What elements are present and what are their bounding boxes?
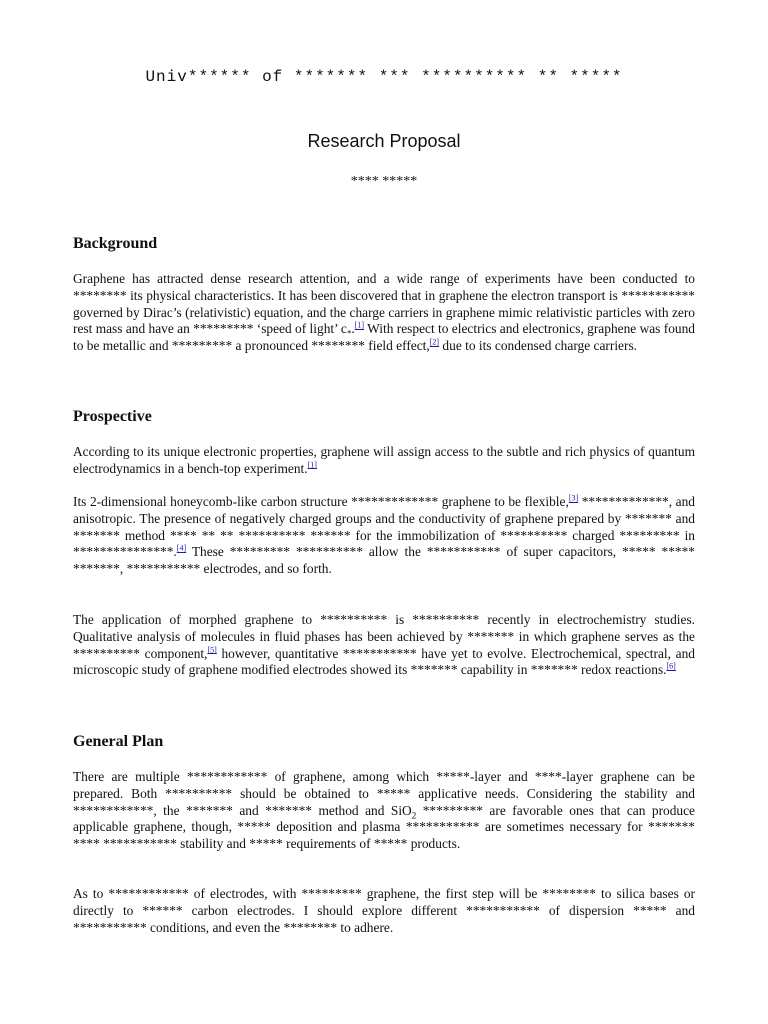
general-plan-heading: General Plan bbox=[73, 733, 164, 750]
citation-link-4[interactable]: [4] bbox=[176, 543, 187, 553]
text-segment: There are multiple ************ of graphene, among which *****-layer and ****-layer graphene can be prepared. Both ********** should be obtained to ***** applicative needs. Considering the stability and ************, the ******* and ******* method and SiO bbox=[73, 769, 695, 818]
citation-link-2[interactable]: [2] bbox=[429, 337, 440, 347]
text-segment: ********* are favorable ones that can produce applicable graphene, though, ***** deposition and plasma *********** are sometimes necessary for ******* **** *********** stability and ***** requirements of ***** products. bbox=[73, 802, 695, 852]
text-segment: . bbox=[351, 321, 355, 337]
text-segment: As to ************ of electrodes, with ********* graphene, the first step will be ******** to silica bases or directly to ****** carbon electrodes. I should explore different *********** of dispersion ***** and *********** conditions, and even the ******** to adhere. bbox=[73, 886, 695, 935]
citation-link-1[interactable]: [1] bbox=[307, 460, 317, 470]
text-segment: Graphene has attracted dense research attention, and a wide range of experiments have been conducted to ******** its physical characteristics. It has been discovered that in graphene the electron transport is *********** governed by Dirac’s (relativistic) equation, and the charge carriers in graphene mimic relativistic particles with zero rest mass and have an ********* ‘speed of light’ c bbox=[73, 271, 695, 337]
background-heading: Background bbox=[73, 235, 158, 252]
prospective-paragraph-2 bbox=[73, 494, 695, 578]
author-name: **** ***** bbox=[350, 174, 418, 189]
text-segment: however, quantitative *********** have yet to evolve. Electrochemical, spectral, and microscopic study of graphene modified electrodes showed its ******* capability in ******* redox reactions. bbox=[73, 645, 695, 678]
page-title: Research Proposal bbox=[307, 131, 461, 151]
text-segment: According to its unique electronic properties, graphene will assign access to the subtle and rich physics of quantum electrodynamics in a bench-top experiment. bbox=[73, 444, 695, 476]
text-segment: Its 2-dimensional honeycomb-like carbon structure ************* graphene to be flexible, bbox=[73, 494, 569, 509]
citation-link-5[interactable]: [5] bbox=[207, 645, 217, 655]
citation-link-1[interactable]: [1] bbox=[354, 320, 365, 330]
prospective-heading: Prospective bbox=[73, 408, 152, 425]
background-paragraph bbox=[73, 271, 695, 355]
general-plan-paragraph-1 bbox=[73, 769, 695, 853]
text-segment: *************, and anisotropic. The presence of negatively charged groups and the conductivity of graphene prepared by ******* and ******* method **** ** ** ********** ****** for the immobilization of ********** charged ********* in ***************. bbox=[73, 494, 695, 560]
text-segment: These ********* ********** allow the *********** of super capacitors, ***** ***** *******, *********** electrodes, and so forth. bbox=[73, 544, 695, 577]
prospective-paragraph-3 bbox=[73, 612, 695, 679]
subscript: 2 bbox=[411, 810, 417, 821]
text-segment: With respect to electrics and electronics, graphene was found to be metallic and ********* a pronounced ******** field effect, bbox=[73, 321, 695, 354]
citation-link-3[interactable]: [3] bbox=[568, 493, 579, 503]
text-segment: due to its condensed charge carriers. bbox=[439, 338, 638, 354]
subscript: * bbox=[346, 329, 352, 340]
university-name: Univ****** of ******* *** ********** ** ***** bbox=[145, 68, 623, 86]
prospective-paragraph-1 bbox=[73, 444, 695, 478]
text-segment: The application of morphed graphene to ********** is ********** recently in electrochemistry studies. Qualitative analysis of molecules in fluid phases has been achieved by ******* in which graphene serves as the ********** component, bbox=[73, 612, 695, 661]
general-plan-paragraph-2 bbox=[73, 886, 695, 936]
citation-link-6[interactable]: [6] bbox=[666, 661, 676, 671]
